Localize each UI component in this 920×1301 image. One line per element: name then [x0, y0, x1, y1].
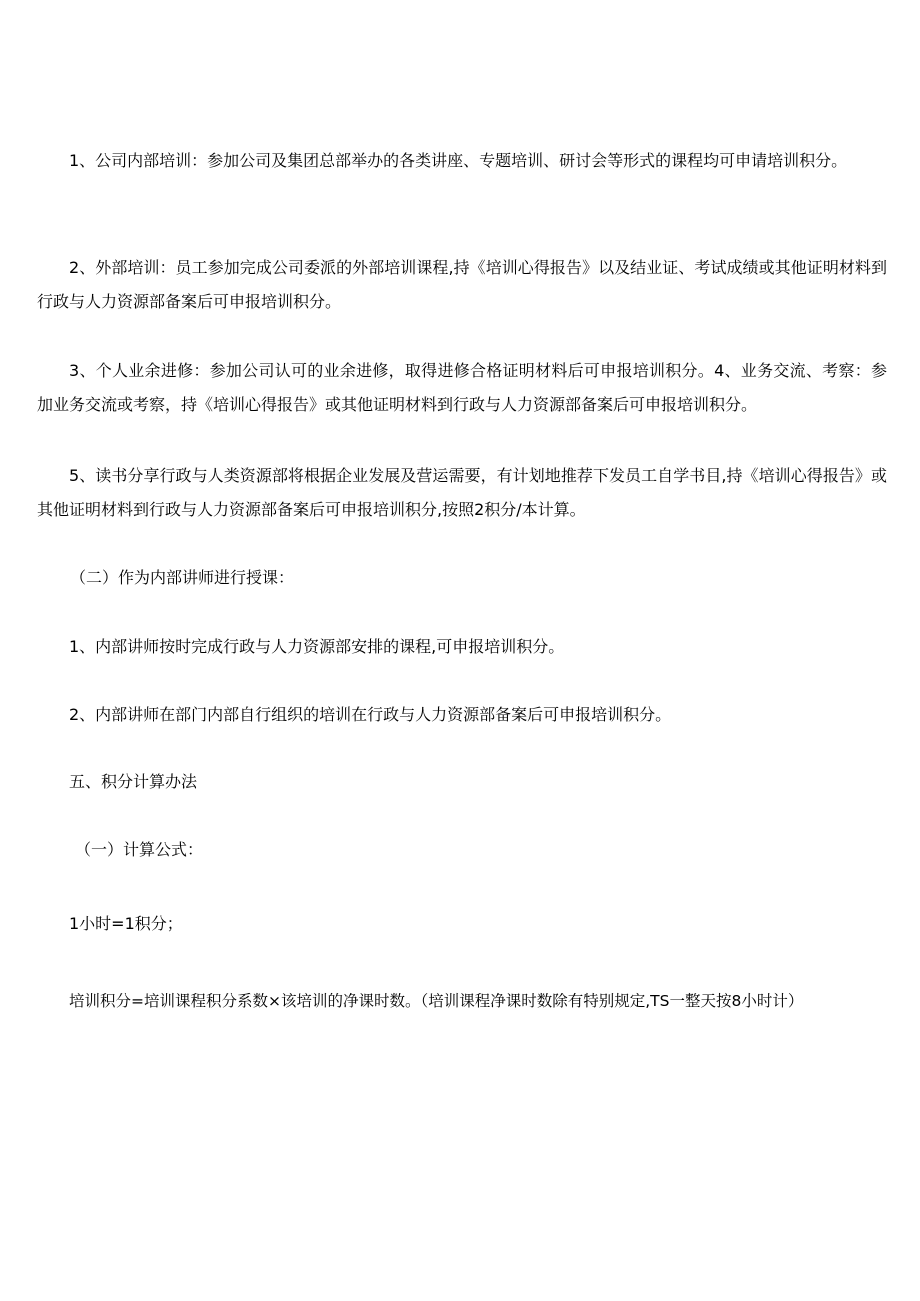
lecturer-item-1: 1、内部讲师按时完成行政与人力资源部安排的课程,可申报培训积分。: [69, 637, 565, 656]
lecturer-item-2: 2、内部讲师在部门内部自行组织的培训在行政与人力资源部备案后可申报培训积分。: [69, 705, 672, 724]
section-five-heading: 五、积分计算办法: [69, 772, 198, 791]
section-two-heading: （二）作为内部讲师进行授课：: [70, 568, 295, 587]
formula-heading: （一）计算公式：: [75, 840, 204, 859]
paragraph-external-training: 2、外部培训：员工参加完成公司委派的外部培训课程,持《培训心得报告》以及结业证、考试成绩或其他证明材料到行政与人力资源部备案后可申报培训积分。: [37, 258, 887, 311]
formula-hour: 1小时=1积分；: [69, 914, 183, 933]
paragraph-personal-study: 3、个人业余进修：参加公司认可的业余进修，取得进修合格证明材料后可申报培训积分。4、业务交流、考察：参加业务交流或考察，持《培训心得报告》或其他证明材料到行政与人力资源部备案后可申报培训积分。: [37, 361, 887, 414]
paragraph-reading-share: 5、读书分享行政与人类资源部将根据企业发展及营运需要，有计划地推荐下发员工自学书目,持《培训心得报告》或其他证明材料到行政与人力资源部备案后可申报培训积分,按照2积分/本计算。: [37, 466, 887, 519]
formula-main: 培训积分=培训课程积分系数×该培训的净课时数。（培训课程净课时数除有特别规定,TS一整天按8小时计）: [69, 992, 804, 1010]
paragraph-internal-training: 1、公司内部培训：参加公司及集团总部举办的各类讲座、专题培训、研讨会等形式的课程均可申请培训积分。: [69, 151, 848, 170]
